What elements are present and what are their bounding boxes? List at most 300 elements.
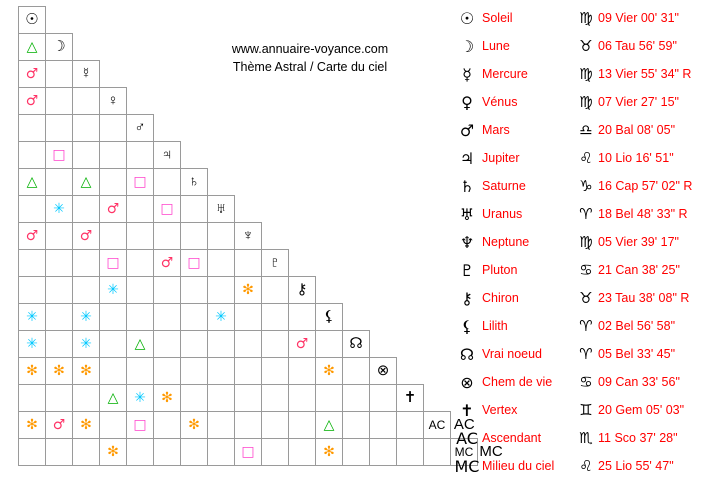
aspect-symbol: □ — [133, 417, 147, 433]
planet-row — [452, 312, 702, 340]
aspect-cell — [235, 304, 262, 331]
aspect-symbol: ✻ — [53, 363, 65, 379]
planet-position: 20 Gem 05' 03" — [598, 403, 685, 417]
aspect-cell — [343, 439, 370, 466]
aspect-symbol: □ — [160, 201, 174, 217]
title-block — [175, 40, 445, 76]
vertex-icon: ✝ — [403, 389, 417, 406]
aspect-cell — [127, 385, 154, 412]
aspect-cell — [235, 331, 262, 358]
aspect-cell — [46, 439, 73, 466]
aspect-cell — [316, 412, 343, 439]
planet-glyph-icon: MC — [454, 456, 480, 476]
aspect-cell — [100, 304, 127, 331]
planet-row — [452, 396, 702, 424]
aspect-cell — [181, 331, 208, 358]
zodiac-sign-icon: ♋ — [579, 373, 593, 391]
aspect-cell — [127, 196, 154, 223]
aspect-cell — [19, 277, 46, 304]
neptune-icon: ♆ — [242, 227, 254, 244]
planet-glyph-icon: ♄ — [459, 176, 475, 196]
aspect-grid-header-jupiter — [154, 142, 181, 169]
aspect-cell — [235, 250, 262, 277]
aspect-symbol: ✳ — [80, 336, 92, 352]
aspect-cell — [100, 385, 127, 412]
zodiac-sign-icon: ♍ — [579, 233, 593, 251]
aspect-cell — [289, 439, 316, 466]
aspect-cell — [46, 196, 73, 223]
aspect-cell — [19, 439, 46, 466]
aspect-cell — [19, 331, 46, 358]
planet-name: Saturne — [482, 179, 526, 193]
aspect-cell — [289, 331, 316, 358]
aspect-symbol: ✻ — [26, 417, 38, 433]
aspect-cell — [289, 385, 316, 412]
zodiac-sign-icon: ♑ — [579, 177, 593, 195]
aspect-symbol: ✻ — [188, 417, 200, 433]
aspect-cell — [208, 277, 235, 304]
aspect-symbol: ✻ — [323, 444, 335, 460]
aspect-grid-row — [19, 115, 505, 142]
aspect-symbol: ✻ — [323, 363, 335, 379]
planet-row — [452, 144, 702, 172]
aspect-cell — [127, 331, 154, 358]
planet-glyph-icon: ♅ — [459, 204, 475, 224]
aspect-cell — [235, 277, 262, 304]
aspect-cell — [100, 439, 127, 466]
pluto-icon: ♇ — [269, 254, 281, 271]
planet-row — [452, 60, 702, 88]
aspect-grid-header-neptune — [235, 223, 262, 250]
planet-row — [452, 284, 702, 312]
aspect-cell — [289, 412, 316, 439]
aspect-cell — [289, 304, 316, 331]
aspect-symbol: ✳ — [134, 390, 146, 406]
planet-name: Neptune — [482, 235, 530, 249]
aspect-cell — [19, 61, 46, 88]
aspect-cell — [73, 412, 100, 439]
planet-position: 09 Can 33' 56" — [598, 375, 680, 389]
aspect-symbol: △ — [80, 174, 92, 190]
aspect-cell — [73, 331, 100, 358]
planet-row — [452, 4, 702, 32]
planet-position: 23 Tau 38' 08" R — [598, 291, 690, 305]
aspect-symbol: ✳ — [26, 309, 38, 325]
aspect-symbol: □ — [52, 147, 66, 163]
aspect-symbol: ♂ — [25, 93, 39, 109]
aspect-cell — [19, 34, 46, 61]
aspect-grid-header-saturn — [181, 169, 208, 196]
planet-glyph-icon: ☽ — [459, 36, 475, 56]
planet-name: Pluton — [482, 263, 518, 277]
planet-row — [452, 452, 702, 480]
aspect-symbol: ♂ — [160, 255, 174, 271]
aspect-cell — [154, 250, 181, 277]
aspect-cell — [316, 331, 343, 358]
aspect-cell — [154, 331, 181, 358]
uranus-icon: ♅ — [215, 200, 227, 217]
aspect-cell — [19, 142, 46, 169]
aspect-symbol: □ — [241, 444, 255, 460]
aspect-symbol: ♂ — [106, 201, 120, 217]
planet-name: Uranus — [482, 207, 523, 221]
aspect-symbol: ✳ — [80, 309, 92, 325]
aspect-symbol: △ — [323, 417, 335, 433]
planet-glyph-icon: ⚷ — [461, 288, 473, 308]
aspect-cell — [100, 277, 127, 304]
aspect-cell — [397, 439, 424, 466]
aspect-cell — [181, 304, 208, 331]
aspect-cell — [208, 223, 235, 250]
planet-glyph-icon: ☉ — [459, 8, 475, 28]
aspect-grid-row — [19, 358, 505, 385]
chart-subtitle: Thème Astral / Carte du ciel — [232, 60, 388, 74]
aspect-cell — [73, 277, 100, 304]
aspect-cell — [397, 412, 424, 439]
aspect-cell — [370, 439, 397, 466]
aspect-cell — [208, 385, 235, 412]
aspect-cell — [154, 358, 181, 385]
aspect-grid-row — [19, 250, 505, 277]
aspect-cell — [100, 142, 127, 169]
aspect-cell — [100, 169, 127, 196]
aspect-grid-header-mercury — [73, 61, 100, 88]
aspect-cell — [262, 385, 289, 412]
planet-name: Vrai noeud — [482, 347, 542, 361]
zodiac-sign-icon: ♈ — [579, 205, 593, 223]
aspect-symbol: ✻ — [26, 363, 38, 379]
aspect-cell — [424, 439, 451, 466]
aspect-cell — [289, 358, 316, 385]
aspect-symbol: △ — [26, 174, 38, 190]
planet-name: Vénus — [482, 95, 518, 109]
planet-glyph-icon: ⚸ — [461, 316, 473, 336]
aspect-grid-row — [19, 385, 505, 412]
aspect-cell — [100, 115, 127, 142]
aspect-cell — [154, 304, 181, 331]
aspect-cell — [181, 196, 208, 223]
aspect-cell — [154, 385, 181, 412]
aspect-cell — [181, 439, 208, 466]
aspect-cell — [181, 358, 208, 385]
aspect-cell — [343, 358, 370, 385]
planet-row — [452, 368, 702, 396]
aspect-cell — [73, 223, 100, 250]
aspect-symbol: ✻ — [107, 444, 119, 460]
aspect-grid-row — [19, 331, 505, 358]
planet-row — [452, 32, 702, 60]
aspect-cell — [235, 358, 262, 385]
aspect-symbol: ✳ — [53, 201, 65, 217]
planet-row — [452, 200, 702, 228]
aspect-cell — [262, 439, 289, 466]
planet-position: 20 Bal 08' 05" — [598, 123, 676, 137]
planet-name: Jupiter — [482, 151, 520, 165]
aspect-cell — [127, 169, 154, 196]
aspect-grid-header-mars — [127, 115, 154, 142]
aspect-grid-header-ascendant — [424, 412, 451, 439]
zodiac-sign-icon: ♈ — [579, 345, 593, 363]
zodiac-sign-icon: ♋ — [579, 261, 593, 279]
aspect-cell — [19, 223, 46, 250]
midheaven-icon: MC — [454, 445, 474, 459]
aspect-cell — [73, 115, 100, 142]
planet-row — [452, 116, 702, 144]
planet-position: 11 Sco 37' 28" — [598, 431, 678, 445]
planet-row — [452, 172, 702, 200]
aspect-cell — [343, 412, 370, 439]
aspect-grid-header-pluto — [262, 250, 289, 277]
planet-glyph-icon: ✝ — [460, 400, 474, 420]
aspect-symbol: ♂ — [25, 228, 39, 244]
planet-row — [452, 340, 702, 368]
saturn-icon: ♄ — [188, 173, 200, 190]
aspect-cell — [127, 358, 154, 385]
zodiac-sign-icon: ♉ — [579, 37, 593, 55]
site-url: www.annuaire-voyance.com — [231, 42, 389, 56]
zodiac-sign-icon: ♍ — [579, 93, 593, 111]
aspect-cell — [181, 277, 208, 304]
aspect-grid-row — [19, 196, 505, 223]
aspect-grid-row — [19, 304, 505, 331]
planet-position: 10 Lio 16' 51" — [598, 151, 674, 165]
planet-glyph-icon: ♆ — [459, 232, 475, 252]
aspect-cell — [208, 331, 235, 358]
planet-glyph-icon: ☊ — [459, 344, 475, 364]
aspect-grid-row-label: MC — [479, 443, 503, 460]
planet-name: Mars — [482, 123, 510, 137]
aspect-grid-header-moon — [46, 34, 73, 61]
aspect-symbol: ✻ — [80, 363, 92, 379]
planet-name: Soleil — [482, 11, 513, 25]
aspect-grid-header-chiron — [289, 277, 316, 304]
aspect-grid-row — [19, 223, 505, 250]
planet-glyph-icon: ♂ — [459, 120, 475, 140]
aspect-cell — [19, 385, 46, 412]
chiron-icon: ⚷ — [296, 281, 308, 298]
aspect-symbol: □ — [106, 255, 120, 271]
aspect-grid-row-label: AC — [453, 415, 475, 433]
planet-row — [452, 228, 702, 256]
aspect-cell — [73, 142, 100, 169]
aspect-grid-header-uranus — [208, 196, 235, 223]
planet-name: Mercure — [482, 67, 528, 81]
aspect-grid-header-venus — [100, 88, 127, 115]
aspect-cell — [19, 358, 46, 385]
planet-position: 06 Tau 56' 59" — [598, 39, 677, 53]
planet-name: Ascendant — [482, 431, 542, 445]
aspect-cell — [208, 304, 235, 331]
aspect-cell — [73, 196, 100, 223]
aspect-grid-row — [19, 169, 505, 196]
planet-row — [452, 256, 702, 284]
aspect-cell — [19, 196, 46, 223]
aspect-cell — [100, 250, 127, 277]
aspect-cell — [100, 331, 127, 358]
zodiac-sign-icon: ♍ — [579, 65, 593, 83]
aspect-cell — [235, 412, 262, 439]
aspect-cell — [100, 358, 127, 385]
aspect-cell — [127, 439, 154, 466]
planet-position: 07 Vier 27' 15" — [598, 95, 679, 109]
aspect-cell — [46, 223, 73, 250]
aspect-cell — [46, 61, 73, 88]
aspect-cell — [73, 250, 100, 277]
planet-position: 13 Vier 55' 34" R — [598, 67, 692, 81]
zodiac-sign-icon: ♌ — [579, 457, 593, 475]
aspect-symbol: ✻ — [161, 390, 173, 406]
aspect-symbol: △ — [26, 39, 38, 55]
aspect-cell — [46, 250, 73, 277]
aspect-cell — [46, 88, 73, 115]
aspect-cell — [154, 169, 181, 196]
zodiac-sign-icon: ♎ — [579, 121, 593, 139]
jupiter-icon: ♃ — [161, 146, 173, 163]
lilith-icon: ⚸ — [323, 308, 335, 325]
aspect-cell — [46, 412, 73, 439]
aspect-cell — [127, 223, 154, 250]
planet-position-list — [452, 4, 702, 480]
aspect-cell — [127, 250, 154, 277]
mars-icon: ♂ — [134, 119, 146, 136]
aspect-cell — [235, 439, 262, 466]
aspect-symbol: ✻ — [80, 417, 92, 433]
aspect-cell — [19, 412, 46, 439]
aspect-cell — [73, 358, 100, 385]
planet-position: 16 Cap 57' 02" R — [598, 179, 693, 193]
aspect-cell — [262, 331, 289, 358]
planet-name: Chiron — [482, 291, 519, 305]
aspect-symbol: ♂ — [25, 66, 39, 82]
aspect-grid-row — [19, 142, 505, 169]
sun-icon: ☉ — [25, 11, 39, 28]
aspect-cell — [181, 250, 208, 277]
aspect-symbol: □ — [133, 174, 147, 190]
aspect-symbol: ♂ — [79, 228, 93, 244]
planet-position: 18 Bel 48' 33" R — [598, 207, 688, 221]
planet-position: 09 Vier 00' 31" — [598, 11, 679, 25]
aspect-cell — [208, 358, 235, 385]
aspect-cell — [154, 412, 181, 439]
aspect-cell — [19, 115, 46, 142]
aspect-cell — [73, 304, 100, 331]
aspect-symbol: ✳ — [107, 282, 119, 298]
aspect-cell — [316, 439, 343, 466]
aspect-cell — [181, 223, 208, 250]
fortune-icon: ⊗ — [376, 362, 390, 379]
aspect-cell — [46, 331, 73, 358]
aspect-cell — [127, 142, 154, 169]
aspect-cell — [100, 223, 127, 250]
zodiac-sign-icon: ♏ — [579, 429, 593, 447]
planet-position: 21 Can 38' 25" — [598, 263, 680, 277]
planet-name: Lilith — [482, 319, 508, 333]
aspect-cell — [127, 304, 154, 331]
venus-icon: ♀ — [107, 92, 119, 109]
zodiac-sign-icon: ♊ — [579, 401, 593, 419]
aspect-cell — [46, 277, 73, 304]
aspect-symbol: ♂ — [295, 336, 309, 352]
planet-name: Vertex — [482, 403, 518, 417]
aspect-grid-header-sun — [19, 7, 46, 34]
aspect-cell — [19, 250, 46, 277]
planet-glyph-icon: ⊗ — [460, 372, 474, 392]
aspect-cell — [19, 88, 46, 115]
aspect-cell — [181, 385, 208, 412]
aspect-cell — [154, 277, 181, 304]
aspect-grid-header-lilith — [316, 304, 343, 331]
aspect-cell — [316, 385, 343, 412]
aspect-cell — [46, 115, 73, 142]
aspect-grid-header-vertex — [397, 385, 424, 412]
planet-row — [452, 424, 702, 452]
zodiac-sign-icon: ♍ — [579, 9, 593, 27]
aspect-cell — [19, 169, 46, 196]
aspect-cell — [127, 277, 154, 304]
aspect-cell — [154, 196, 181, 223]
aspect-cell — [316, 358, 343, 385]
aspect-cell — [262, 304, 289, 331]
planet-name: Milieu du ciel — [482, 459, 555, 473]
planet-glyph-icon: ♃ — [459, 148, 475, 168]
aspect-grid-row — [19, 7, 505, 34]
zodiac-sign-icon: ♌ — [579, 149, 593, 167]
aspect-grid-row — [19, 412, 505, 439]
aspect-cell — [73, 88, 100, 115]
aspect-cell — [208, 250, 235, 277]
aspect-symbol: ✻ — [242, 282, 254, 298]
planet-glyph-icon: AC — [456, 428, 478, 448]
aspect-cell — [262, 277, 289, 304]
aspect-grid-row — [19, 439, 505, 466]
planet-position: 05 Vier 39' 17" — [598, 235, 679, 249]
planet-position: 02 Bel 56' 58" — [598, 319, 676, 333]
aspect-symbol: ✳ — [26, 336, 38, 352]
aspect-cell — [73, 169, 100, 196]
aspect-cell — [100, 196, 127, 223]
aspect-cell — [73, 439, 100, 466]
aspect-symbol: ♂ — [52, 417, 66, 433]
mercury-icon: ☿ — [80, 65, 92, 82]
aspect-cell — [46, 142, 73, 169]
aspect-cell — [46, 304, 73, 331]
zodiac-sign-icon: ♈ — [579, 317, 593, 335]
aspect-cell — [127, 412, 154, 439]
aspect-cell — [262, 358, 289, 385]
aspect-symbol: ✳ — [215, 309, 227, 325]
aspect-cell — [208, 412, 235, 439]
aspect-grid-header-fortune — [370, 358, 397, 385]
aspect-cell — [262, 412, 289, 439]
aspect-cell — [235, 385, 262, 412]
aspect-cell — [370, 385, 397, 412]
planet-row — [452, 88, 702, 116]
aspect-cell — [46, 169, 73, 196]
planet-position: 25 Lio 55' 47" — [598, 459, 674, 473]
aspect-grid-header-node — [343, 331, 370, 358]
aspect-cell — [181, 412, 208, 439]
aspect-cell — [46, 358, 73, 385]
planet-glyph-icon: ♇ — [459, 260, 475, 280]
aspect-cell — [370, 412, 397, 439]
aspect-cell — [154, 223, 181, 250]
aspect-symbol: △ — [134, 336, 146, 352]
aspect-cell — [154, 439, 181, 466]
aspect-grid-row — [19, 88, 505, 115]
planet-position: 05 Bel 33' 45" — [598, 347, 676, 361]
planet-name: Lune — [482, 39, 510, 53]
aspect-symbol: △ — [107, 390, 119, 406]
